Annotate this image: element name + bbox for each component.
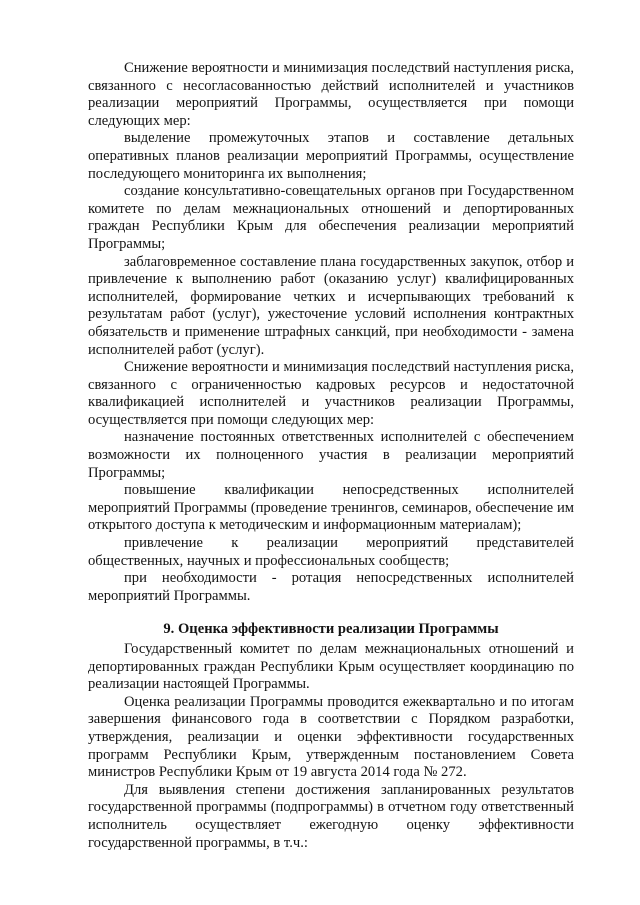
- paragraph-risk-staff-intro: Снижение вероятности и минимизация последствий наступления риска, связанного с ограниченностью кадровых ресурсов и недостаточной квалификацией исполнителей и участников реализации Программы, осуществляется при помощи следующих мер:: [88, 359, 574, 428]
- document-body: [88, 60, 574, 852]
- paragraph-measure-advisory-bodies: создание консультативно-совещательных органов при Государственном комитете по делам межнациональных отношений и депортированных граждан Республики Крым для обеспечения реализации мероприятий Программы;: [88, 183, 574, 252]
- paragraph-coordination: Государственный комитет по делам межнациональных отношений и депортированных граждан Республики Крым осуществляет координацию по реализации настоящей Программы.: [88, 641, 574, 693]
- paragraph-evaluation-procedure: Оценка реализации Программы проводится ежеквартально и по итогам завершения финансового года в соответствии с Порядком разработки, утверждения, реализации и оценки эффективности государственных программ Республики Крым, утвержденным постановлением Совета министров Республики Крым от 19 августа 2014 года № 272.: [88, 693, 574, 781]
- paragraph-risk-inconsistency-intro: Снижение вероятности и минимизация последствий наступления риска, связанного с несогласованностью действий исполнителей и участников реализации мероприятий Программы, осуществляется при помощи следующих мер:: [88, 60, 574, 129]
- section-heading: 9. Оценка эффективности реализации Программы: [163, 621, 499, 638]
- paragraph-measure-procurement-plan: заблаговременное составление плана государственных закупок, отбор и привлечение к выполнению работ (оказанию услуг) квалифицированных исполнителей, формирование четких и исчерпывающих требований к результатам работ (услуг), ужесточение условий исполнения контрактных обязательств и применение штрафных санкций, при необходимости - замена исполнителей работ (услуг).: [88, 253, 574, 358]
- paragraph-measure-qualification: повышение квалификации непосредственных исполнителей мероприятий Программы (проведение тренингов, семинаров, обеспечение им открытого доступа к методическим и информационным материалам);: [88, 482, 574, 534]
- paragraph-annual-evaluation: Для выявления степени достижения запланированных результатов государственной программы (подпрограммы) в отчетном году ответственный исполнитель осуществляет ежегодную оценку эффективности государственной программы, в т.ч.:: [88, 781, 574, 851]
- paragraph-measure-rotation: при необходимости - ротация непосредственных исполнителей мероприятий Программы.: [88, 570, 574, 604]
- paragraph-measure-communities: привлечение к реализации мероприятий представителей общественных, научных и профессиональных сообществ;: [88, 535, 574, 569]
- paragraph-measure-permanent-executors: назначение постоянных ответственных исполнителей с обеспечением возможности их полноценного участия в реализации мероприятий Программы;: [88, 429, 574, 481]
- paragraph-measure-intermediate-stages: выделение промежуточных этапов и составление детальных оперативных планов реализации мероприятий Программы, осуществление последующего мониторинга их выполнения;: [88, 130, 574, 182]
